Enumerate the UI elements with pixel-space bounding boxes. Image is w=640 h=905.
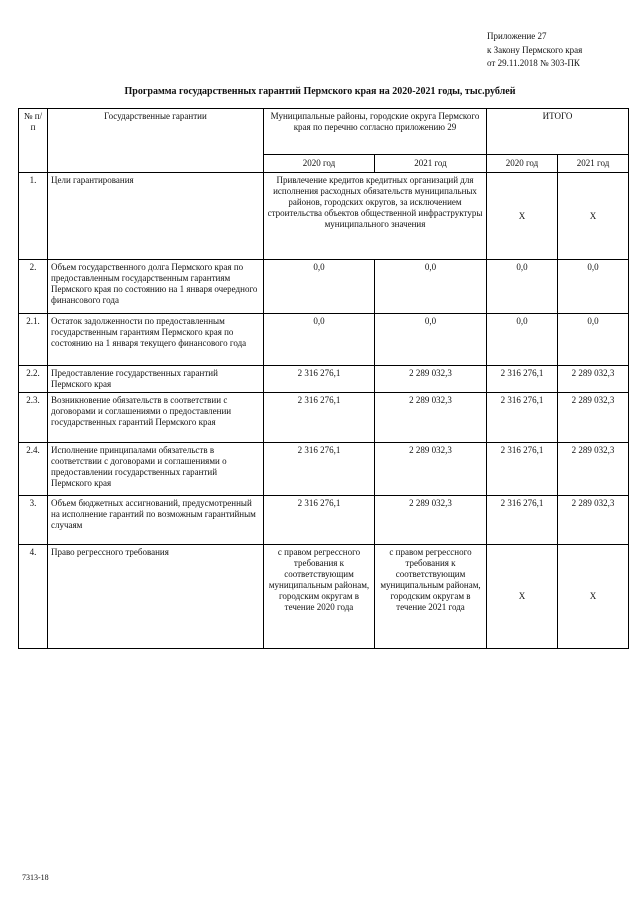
row-municipal-2020: 0,0 [264, 314, 375, 366]
row-total-2020: 2 316 276,1 [487, 366, 558, 393]
annex-line-3: от 29.11.2018 № 303-ПК [487, 58, 580, 68]
row-municipal-2020: 0,0 [264, 260, 375, 314]
row-name: Право регрессного требования [48, 545, 264, 649]
row-name: Возникновение обязательств в соответствии с договорами и соглашениями о предоставлении государственных гарантий Пермского края [48, 393, 264, 443]
table-row [19, 545, 629, 649]
row-municipal-2020: 2 316 276,1 [264, 443, 375, 496]
row-name: Объем государственного долга Пермского края по предоставленным государственным гарантиям Пермского края по состоянию на 1 января очередного финансового года [48, 260, 264, 314]
row-total-2020: 0,0 [487, 260, 558, 314]
row-num: 2.3. [19, 393, 48, 443]
row-num: 1. [19, 173, 48, 260]
row-merged-value: Привлечение кредитов кредитных организаций для исполнения расходных обязательств муниципальных районов, городских округов, за исключением строительства объектов общественной инфраструктуры муниципального значения [264, 173, 487, 260]
row-municipal-2021: 0,0 [375, 260, 487, 314]
row-total-2021: 0,0 [558, 260, 629, 314]
row-total-2020: Х [487, 545, 558, 649]
row-municipal-2020: 2 316 276,1 [264, 366, 375, 393]
row-total-2021: 0,0 [558, 314, 629, 366]
header-total: ИТОГО [487, 109, 629, 155]
row-name: Предоставление государственных гарантий Пермского края [48, 366, 264, 393]
table-row [19, 173, 629, 260]
table-header-row [19, 109, 629, 155]
row-municipal-2021: 2 289 032,3 [375, 366, 487, 393]
row-name: Остаток задолженности по предоставленным государственным гарантиям Пермского края по состоянию на 1 января текущего финансового года [48, 314, 264, 366]
table-row [19, 443, 629, 496]
row-municipal-2021: 2 289 032,3 [375, 443, 487, 496]
row-municipal-2021: 2 289 032,3 [375, 496, 487, 545]
header-guarantees: Государственные гарантии [48, 109, 264, 173]
guarantees-table [18, 108, 629, 649]
row-name: Цели гарантирования [48, 173, 264, 260]
annex-reference [487, 30, 582, 71]
row-total-2021: 2 289 032,3 [558, 393, 629, 443]
row-num: 2. [19, 260, 48, 314]
row-total-2020: 0,0 [487, 314, 558, 366]
row-municipal-2020: 2 316 276,1 [264, 393, 375, 443]
row-num: 3. [19, 496, 48, 545]
header-total-2020: 2020 год [487, 155, 558, 173]
row-name: Исполнение принципалами обязательств в соответствии с договорами и соглашениями о предоставлении государственных гарантий Пермского края [48, 443, 264, 496]
annex-line-1: Приложение 27 [487, 31, 547, 41]
row-num: 2.4. [19, 443, 48, 496]
row-total-2021: Х [558, 545, 629, 649]
table-row [19, 496, 629, 545]
row-total-2021: 2 289 032,3 [558, 496, 629, 545]
row-name: Объем бюджетных ассигнований, предусмотренный на исполнение гарантий по возможным гарантийным случаям [48, 496, 264, 545]
row-total-2021: Х [558, 173, 629, 260]
header-municipal-2020: 2020 год [264, 155, 375, 173]
row-total-2020: 2 316 276,1 [487, 496, 558, 545]
row-num: 2.1. [19, 314, 48, 366]
header-total-2021: 2021 год [558, 155, 629, 173]
table-row [19, 393, 629, 443]
row-total-2020: 2 316 276,1 [487, 443, 558, 496]
header-municipal-2021: 2021 год [375, 155, 487, 173]
table-row [19, 314, 629, 366]
row-total-2021: 2 289 032,3 [558, 366, 629, 393]
row-municipal-2020: 2 316 276,1 [264, 496, 375, 545]
row-total-2021: 2 289 032,3 [558, 443, 629, 496]
table-row [19, 366, 629, 393]
row-num: 2.2. [19, 366, 48, 393]
row-municipal-2021: 0,0 [375, 314, 487, 366]
row-municipal-2020: с правом регрессного требования к соответствующим муниципальным районам, городским округам в течение 2020 года [264, 545, 375, 649]
row-municipal-2021: с правом регрессного требования к соответствующим муниципальным районам, городским округам в течение 2021 года [375, 545, 487, 649]
document-code: 7313-18 [22, 873, 49, 882]
annex-line-2: к Закону Пермского края [487, 44, 583, 55]
row-total-2020: Х [487, 173, 558, 260]
document-title: Программа государственных гарантий Пермского края на 2020-2021 годы, тыс.рублей [124, 86, 516, 97]
row-municipal-2021: 2 289 032,3 [375, 393, 487, 443]
header-num: № п/п [19, 109, 48, 173]
row-num: 4. [19, 545, 48, 649]
header-municipal: Муниципальные районы, городские округа Пермского края по перечню согласно приложению 29 [264, 109, 487, 155]
table-row [19, 260, 629, 314]
row-total-2020: 2 316 276,1 [487, 393, 558, 443]
